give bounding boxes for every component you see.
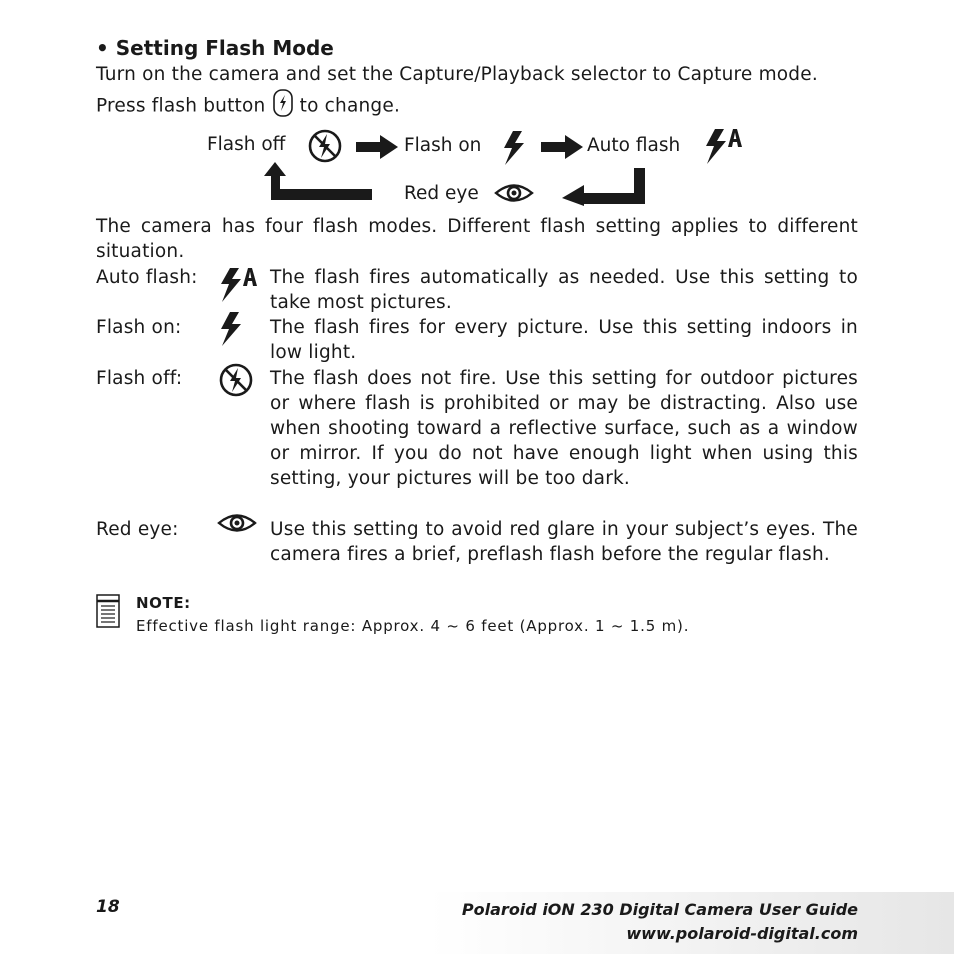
arrow-right-icon [541,135,583,163]
auto-flash-icon [217,266,257,308]
note-text: Effective flash light range: Approx. 4 ~ 6 feet (Approx. 1 ~ 1.5 m). [136,617,690,635]
mode-text-red-eye: Use this setting to avoid red glare in your subject’s eyes. The camera fires a brief, preflash flash before the regular flash. [270,519,858,565]
mode-label-flash-off: Flash off: [96,368,183,389]
footer-guide-title: Polaroid iON 230 Digital Camera User Guide [461,900,858,919]
diagram-label-flash-on: Flash on [404,135,482,156]
intro-line-1: Turn on the camera and set the Capture/Playback selector to Capture mode. [96,64,818,85]
footer-website: www.polaroid-digital.com [626,924,858,943]
note-label: NOTE: [136,594,191,612]
flash-on-icon [218,311,244,351]
diagram-label-auto-flash: Auto flash [587,135,681,156]
red-eye-icon [217,510,257,540]
note-icon [96,594,120,632]
intro-text-before: Press flash button [96,95,266,117]
flash-off-icon [218,362,254,402]
bullet: • [96,36,109,60]
auto-flash-icon [702,126,742,170]
page-number: 18 [96,897,120,917]
flash-mode-diagram [0,0,954,230]
mode-label-flash-on: Flash on: [96,317,182,338]
intro-text-after: to change. [299,95,401,117]
mode-text-flash-on: The flash fires for every picture. Use this setting indoors in low light. [270,317,858,363]
mode-label-auto-flash: Auto flash: [96,267,198,288]
section-title: Setting Flash Mode [115,36,334,60]
red-eye-icon [494,180,534,210]
flash-on-icon [500,130,528,170]
flash-description: The camera has four flash modes. Different flash setting applies to different situation. [96,216,858,262]
arrow-up-return-icon [264,162,374,204]
mode-text-auto-flash: The flash fires automatically as needed. Use this setting to take most pictures. [270,267,858,313]
mode-label-red-eye: Red eye: [96,519,179,540]
mode-text-flash-off: The flash does not fire. Use this setting for outdoor pictures or where flash is prohibited or may be distracting. Also use when shooting toward a reflective surface, such as a window or mirror. If you do not have enough light when using this setting, your pictures will be too dark. [270,368,858,489]
diagram-label-red-eye: Red eye [404,183,479,204]
arrow-left-return-icon [562,168,646,210]
arrow-right-icon [356,135,398,163]
diagram-label-flash-off: Flash off [207,134,286,155]
